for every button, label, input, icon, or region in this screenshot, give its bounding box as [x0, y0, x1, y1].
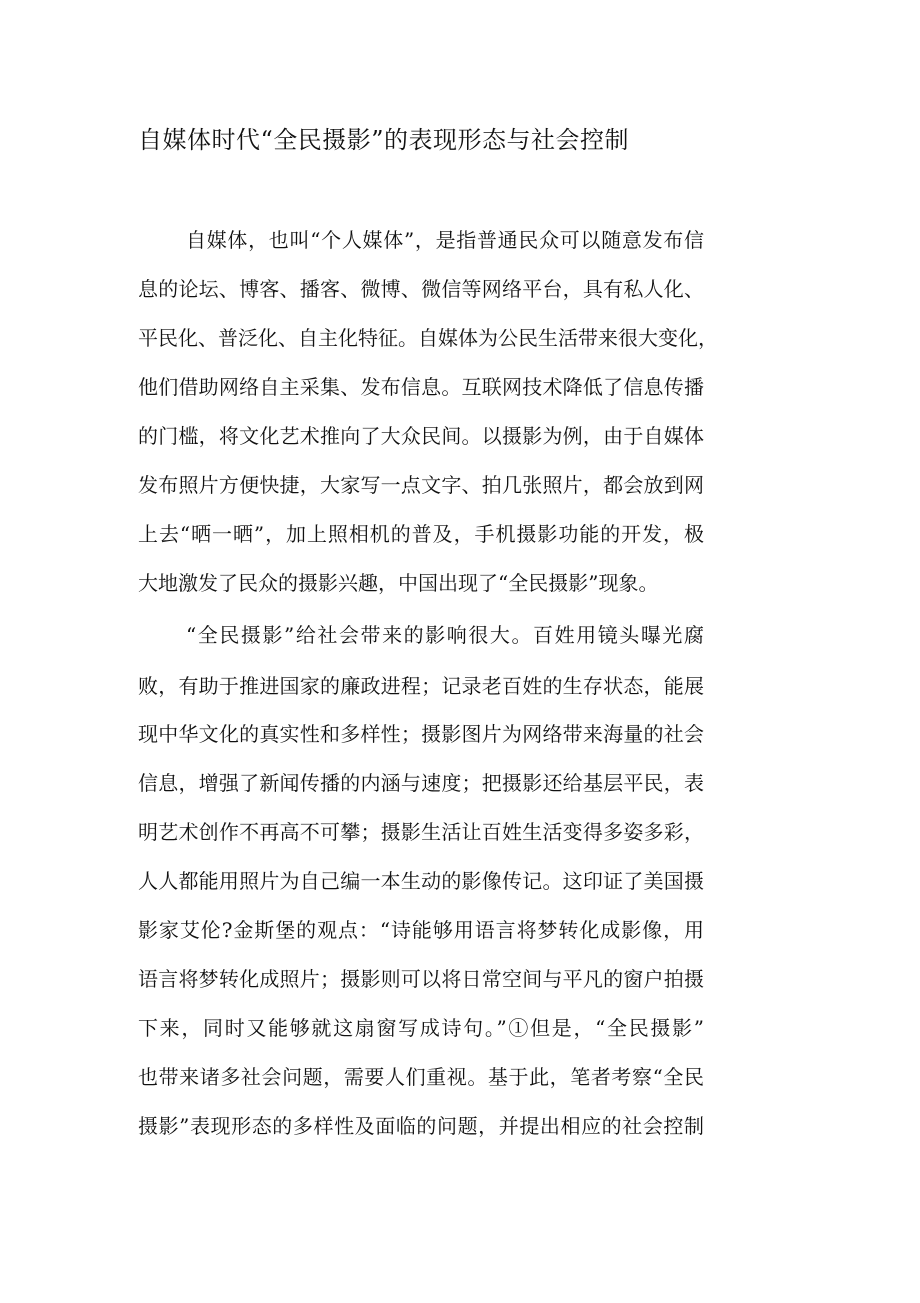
paragraph-2-line-8: 语言将梦转化成照片；摄影则可以将日常空间与平凡的窗户拍摄: [138, 967, 704, 991]
document-title: 自媒体时代“全民摄影”的表现形态与社会控制: [138, 126, 630, 154]
paragraph-2-line-6: 人人都能用照片为自己编一本生动的影像传记。这印证了美国摄: [138, 869, 704, 893]
paragraph-1-line-3: 平民化、普泛化、自主化特征。自媒体为公民生活带来很大变化，: [138, 326, 718, 350]
paragraph-1-line-8: 大地激发了民众的摄影兴趣，中国出现了“全民摄影”现象。: [138, 571, 659, 595]
paragraph-1-line-2: 息的论坛、博客、播客、微博、微信等网络平台，具有私人化、: [138, 277, 704, 301]
paragraph-2-line-5: 明艺术创作不再高不可攀；摄影生活让百姓生活变得多姿多彩，: [138, 820, 704, 844]
paragraph-2-line-7: 影家艾伦?金斯堡的观点：“诗能够用语言将梦转化成影像，用: [138, 918, 704, 942]
paragraph-1-line-4: 他们借助网络自主采集、发布信息。互联网技术降低了信息传播: [138, 375, 704, 399]
paragraph-1-line-5: 的门槛，将文化艺术推向了大众民间。以摄影为例，由于自媒体: [138, 424, 704, 448]
paragraph-2-line-4: 信息，增强了新闻传播的内涵与速度；把摄影还给基层平民，表: [138, 771, 704, 795]
paragraph-2-line-11: 摄影”表现形态的多样性及面临的问题，并提出相应的社会控制: [138, 1114, 704, 1138]
paragraph-2-line-10: 也带来诸多社会问题，需要人们重视。基于此，笔者考察“全民: [138, 1065, 704, 1089]
paragraph-2-line-9: 下来，同时又能够就这扇窗写成诗句。”①但是，“全民摄影”: [138, 1016, 704, 1040]
paragraph-2-line-2: 败，有助于推进国家的廉政进程；记录老百姓的生存状态，能展: [138, 674, 704, 698]
paragraph-2-line-1: “全民摄影”给社会带来的影响很大。百姓用镜头曝光腐: [186, 623, 704, 647]
paragraph-2-line-3: 现中华文化的真实性和多样性；摄影图片为网络带来海量的社会: [138, 722, 704, 746]
paragraph-1-line-6: 发布照片方便快捷，大家写一点文字、拍几张照片，都会放到网: [138, 473, 704, 497]
paragraph-1-line-7: 上去“晒一晒”，加上照相机的普及，手机摄影功能的开发，极: [138, 522, 704, 546]
paragraph-1-line-1: 自媒体，也叫“个人媒体”，是指普通民众可以随意发布信: [186, 228, 704, 252]
